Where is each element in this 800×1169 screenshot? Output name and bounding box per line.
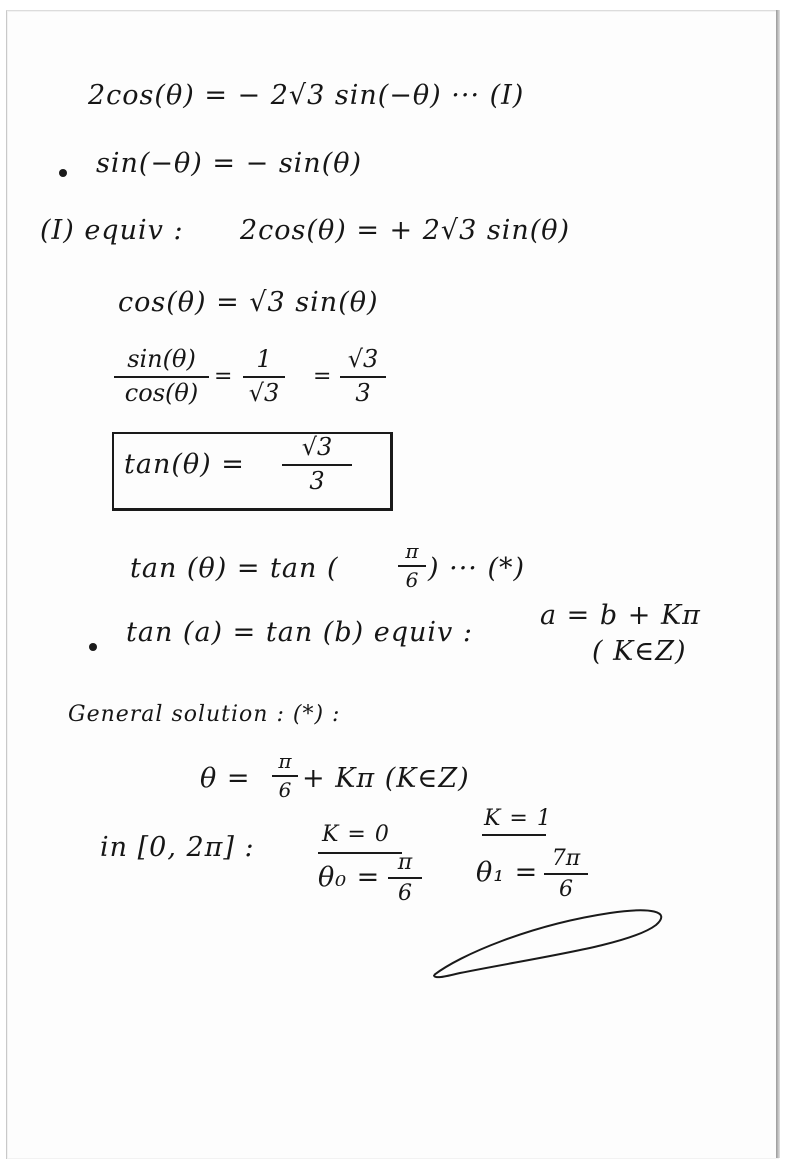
root3-over-3-fraction <box>340 346 386 407</box>
k1-label: K = 1 <box>484 806 552 831</box>
equiv-label: (I) equiv : <box>40 215 184 246</box>
general-solution-label: General solution : (*) : <box>68 702 341 727</box>
theta1-lhs: θ₁ = <box>476 857 539 888</box>
general-solution-lhs: θ = <box>200 763 251 794</box>
fraction-denominator: 6 <box>559 877 573 903</box>
fraction-bar <box>388 877 422 879</box>
fraction-denominator: 6 <box>278 778 292 802</box>
equation-line-3: 2cos(θ) = + 2√3 sin(θ) <box>240 215 571 246</box>
tan-equation-rhs: ) ··· (*) <box>428 553 526 584</box>
fraction-denominator: 6 <box>398 881 412 907</box>
closing-scribble-mark <box>420 895 680 985</box>
pi-over-6-fraction <box>272 750 298 802</box>
equation-line-1: 2cos(θ) = − 2√3 sin(−θ) ··· (I) <box>88 80 525 111</box>
fraction-numerator: 1 <box>256 345 272 373</box>
fraction-numerator: √3 <box>301 433 333 461</box>
k0-label: K = 0 <box>322 822 390 847</box>
paper-edge <box>776 10 780 1158</box>
fraction-numerator: √3 <box>347 345 379 373</box>
fraction-numerator: π <box>278 749 292 773</box>
ratio-fraction <box>114 346 209 407</box>
equals-sign: = <box>214 364 234 389</box>
fraction-numerator: π <box>405 539 419 563</box>
bullet-point <box>59 169 67 177</box>
equation-line-4: cos(θ) = √3 sin(θ) <box>118 287 379 318</box>
k1-underline <box>482 834 546 836</box>
theta0-lhs: θ₀ = <box>318 862 381 893</box>
boxed-tan-lhs: tan(θ) = <box>124 449 245 480</box>
fraction-bar <box>398 565 426 567</box>
fraction-numerator: π <box>397 850 413 875</box>
general-solution-rhs: + Kπ (K∈Z) <box>302 763 470 794</box>
bullet-point <box>89 643 97 651</box>
fraction-denominator: 3 <box>355 378 371 407</box>
equals-sign: = <box>313 364 333 389</box>
one-over-root3-fraction <box>243 346 285 407</box>
fraction-denominator: 6 <box>405 568 419 592</box>
theta0-fraction <box>388 850 422 907</box>
boxed-fraction <box>282 434 352 495</box>
fraction-bar <box>340 376 386 378</box>
paper-sheet <box>6 10 779 1159</box>
ratio-numerator: sin(θ) <box>127 345 196 373</box>
tan-equation-lhs: tan (θ) = tan ( <box>130 553 339 584</box>
fraction-bar <box>243 376 285 378</box>
fraction-bar <box>544 873 588 875</box>
interval-label: in [0, 2π] : <box>100 832 255 863</box>
fraction-bar <box>114 376 209 378</box>
fraction-numerator: 7π <box>551 846 581 871</box>
fraction-denominator: 3 <box>309 466 325 495</box>
identity-sine-odd: sin(−θ) = − sin(θ) <box>96 148 363 179</box>
fraction-bar <box>272 775 298 777</box>
fraction-bar <box>282 464 352 466</box>
pi-over-6-fraction <box>398 540 426 592</box>
ratio-denominator: cos(θ) <box>124 378 199 407</box>
tan-identity: tan (a) = tan (b) equiv : <box>126 617 473 648</box>
tan-identity-rhs: a = b + Kπ <box>540 600 701 631</box>
integer-condition: ( K∈Z) <box>592 636 687 667</box>
fraction-denominator: √3 <box>248 378 280 407</box>
